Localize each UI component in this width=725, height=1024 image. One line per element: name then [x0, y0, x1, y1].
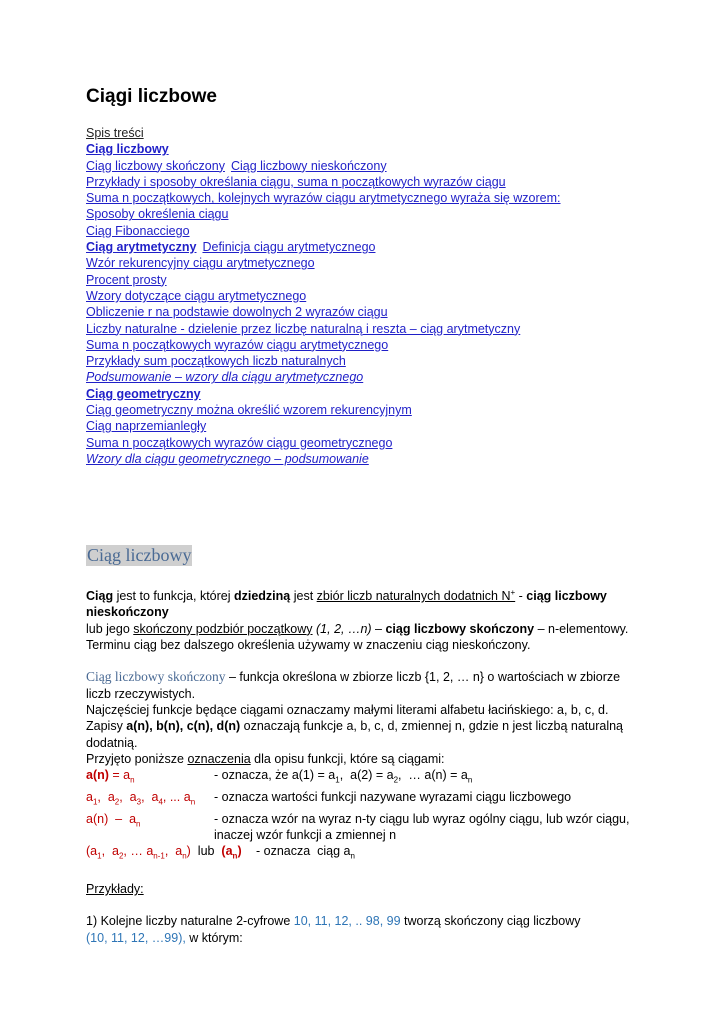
- table-of-contents: [86, 125, 561, 467]
- subheading-finite: Ciąg liczbowy skończony: [86, 669, 226, 685]
- toc-link[interactable]: Suma n początkowych wyrazów ciągu geometrycznego: [86, 435, 393, 450]
- toc-row: [86, 223, 561, 239]
- toc-row: [86, 304, 561, 320]
- notation-right: - oznacza ciąg $a_n$: [256, 844, 355, 861]
- toc-link[interactable]: Podsumowanie – wzory dla ciągu arytmetycznego: [86, 370, 364, 385]
- toc-link[interactable]: Ciąg liczbowy skończony: [86, 158, 225, 173]
- toc-row: [86, 141, 561, 157]
- notation-paragraph: Zapisy a(n), b(n), c(n), d(n) oznaczają funkcje a, b, c, d, zmiennej n, gdzie n jest liczbą naturalną dodatnią.: [86, 719, 624, 750]
- toc-row: [86, 190, 561, 206]
- toc-row: [86, 288, 561, 304]
- toc-link[interactable]: Ciąg geometryczny można określić wzorem rekurencyjnym: [86, 403, 412, 418]
- toc-row: [86, 272, 561, 288]
- example-1-cont: (10, 11, 12, …99), w którym:: [86, 930, 243, 945]
- toc-row: [86, 321, 561, 337]
- examples-heading: Przykłady:: [86, 882, 144, 897]
- toc-row: [86, 418, 561, 434]
- natural-numbers-set: zbiór liczb naturalnych dodatnich N+: [316, 588, 516, 604]
- finite-subset: skończony podzbiór początkowy: [133, 621, 313, 636]
- text: jest: [290, 589, 317, 604]
- section-body: [86, 585, 646, 946]
- text: jest to funkcja, której: [113, 589, 234, 604]
- toc-row: [86, 158, 561, 174]
- section-heading: Ciąg liczbowy: [87, 545, 192, 565]
- toc-heading: Spis treści: [86, 126, 144, 140]
- toc-link[interactable]: Liczby naturalne - dzielenie przez liczbę naturalną i reszta – ciąg arytmetyczny: [86, 321, 521, 336]
- example-1: 1) Kolejne liczby naturalne 2-cyfrowe 10, 11, 12, .. 98, 99 tworzą skończony ciąg liczbowy: [86, 914, 581, 929]
- toc-row: [86, 174, 561, 190]
- term-dziedzina: dziedziną: [233, 589, 291, 604]
- toc-row: [86, 402, 561, 418]
- definition-line2: lub jego skończony podzbiór początkowy (1, 2, …n) – ciąg liczbowy skończony – n-elementowy.: [86, 621, 629, 636]
- notation-row: [86, 789, 646, 811]
- toc-row: [86, 435, 561, 451]
- toc-link[interactable]: Wzory dotyczące ciągu arytmetycznego: [86, 288, 307, 303]
- toc-link[interactable]: Wzór rekurencyjny ciągu arytmetycznego: [86, 256, 315, 271]
- notation-left: $a_1$, $a_2$, $a_3$, $a_4$, ... $a_n$: [86, 789, 196, 807]
- notation-left: $a(n) - a_n$: [86, 811, 141, 829]
- definition-line3: Terminu ciąg bez dalszego określenia używamy w znaczeniu ciąg nieskończony.: [86, 638, 531, 653]
- toc-link[interactable]: Procent prosty: [86, 272, 167, 287]
- toc-row: [86, 369, 561, 385]
- toc-link[interactable]: Przykłady sum początkowych liczb naturalnych: [86, 354, 346, 369]
- toc-row: [86, 386, 561, 402]
- notation-lead: Przyjęto poniższe oznaczenia dla opisu funkcji, które są ciągami:: [86, 751, 445, 766]
- term-ciag: Ciąg: [86, 589, 114, 604]
- text: -: [515, 589, 527, 604]
- toc-row: [86, 206, 561, 222]
- notation-intro: Najczęściej funkcje będące ciągami oznaczamy małymi literami alfabetu łacińskiego: a, b, c, d.: [86, 702, 609, 717]
- definition-paragraph: [86, 585, 646, 621]
- term-infinite-sequence: ciąg liczbowy nieskończony: [86, 589, 607, 620]
- document-title: Ciągi liczbowe: [86, 86, 217, 107]
- notation-right: - oznacza wartości funkcji nazywane wyrazami ciągu liczbowego: [214, 789, 572, 804]
- toc-link[interactable]: Obliczenie r na podstawie dowolnych 2 wyrazów ciągu: [86, 305, 388, 320]
- notation-row: [86, 811, 646, 844]
- toc-link[interactable]: Ciąg naprzemianległy: [86, 419, 207, 434]
- toc-link[interactable]: Sposoby określenia ciągu: [86, 207, 229, 222]
- toc-row: [86, 337, 561, 353]
- toc-link[interactable]: Przykłady i sposoby określania ciągu, suma n początkowych wyrazów ciągu: [86, 174, 506, 189]
- notation-right: - oznacza, że $a(1) = a_1$, $a(2) = a_2$, … $a(n) = a_n$: [214, 768, 473, 785]
- toc-link[interactable]: Definicja ciągu arytmetycznego: [202, 240, 376, 255]
- notation-left: ($a_1$, $a_2$, … $a_{n-1}$, $a_n$) lub $(a_n)$: [86, 844, 242, 861]
- toc-row: [86, 255, 561, 271]
- toc-link[interactable]: Ciąg Fibonacciego: [86, 223, 190, 238]
- notation-right: - oznacza wzór na wyraz n-ty ciągu lub wyraz ogólny ciągu, lub wzór ciągu, inaczej wzór funkcji a zmiennej n: [214, 811, 630, 843]
- finite-sequence-paragraph: Ciąg liczbowy skończony – funkcja określona w zbiorze liczb {1, 2, … n} o wartościach w zbiorze liczb rzeczywistych.: [86, 669, 621, 701]
- toc-link[interactable]: Wzory dla ciągu geometrycznego – podsumowanie: [86, 451, 369, 466]
- toc-link[interactable]: Ciąg arytmetyczny: [86, 240, 197, 255]
- toc-row: [86, 353, 561, 369]
- toc-link[interactable]: Suma n początkowych wyrazów ciągu arytmetycznego: [86, 337, 389, 352]
- toc-link[interactable]: Ciąg liczbowy nieskończony: [230, 158, 387, 173]
- toc-row: [86, 451, 561, 467]
- toc-link[interactable]: Ciąg geometryczny: [86, 386, 201, 401]
- toc-link[interactable]: Suma n początkowych, kolejnych wyrazów ciągu arytmetycznego wyraża się wzorem:: [86, 191, 561, 206]
- toc-row: [86, 239, 561, 255]
- notation-left: $a(n) = a_n$: [86, 768, 135, 785]
- toc-link[interactable]: Ciąg liczbowy: [86, 142, 169, 157]
- notation-row: [86, 843, 646, 865]
- notation-row: [86, 767, 646, 789]
- term-finite-sequence: ciąg liczbowy skończony: [385, 621, 535, 636]
